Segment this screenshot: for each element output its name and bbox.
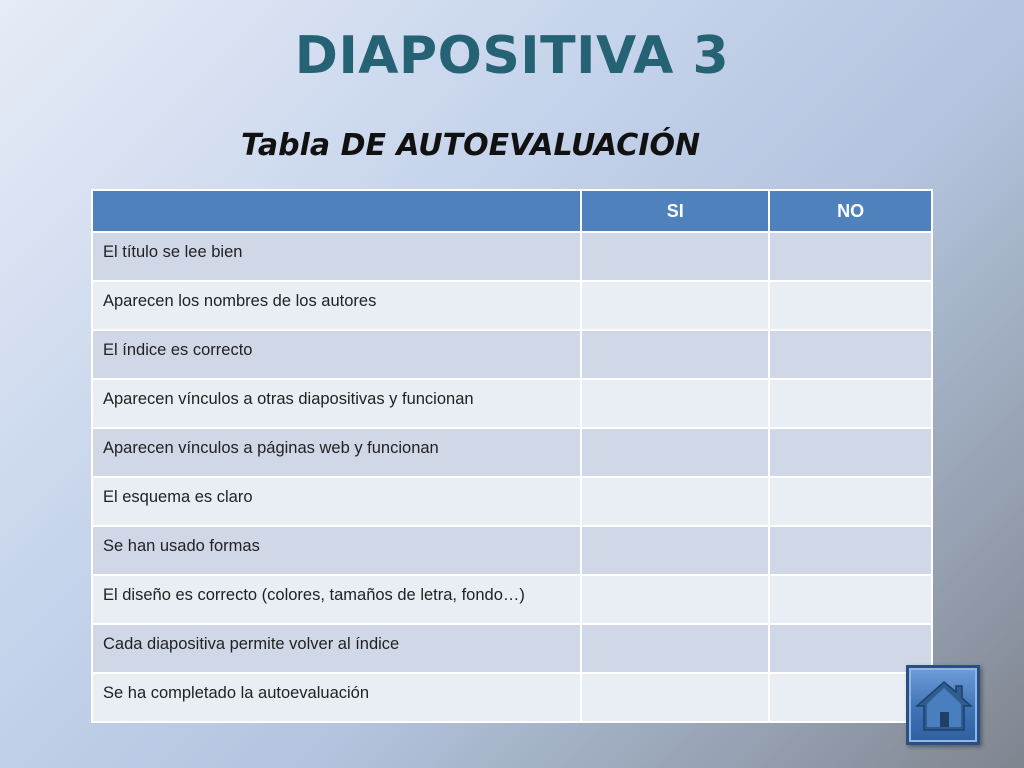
cell-no[interactable]	[769, 379, 932, 428]
table-row	[92, 232, 932, 281]
table-row	[92, 281, 932, 330]
criteria-label: Se han usado formas	[92, 526, 581, 575]
criteria-label: Aparecen vínculos a páginas web y funcionan	[92, 428, 581, 477]
cell-si[interactable]	[581, 575, 769, 624]
table-header-row	[92, 190, 932, 232]
table-row	[92, 379, 932, 428]
cell-no[interactable]	[769, 281, 932, 330]
header-si: SI	[581, 190, 769, 232]
header-no: NO	[769, 190, 932, 232]
cell-si[interactable]	[581, 673, 769, 722]
cell-no[interactable]	[769, 526, 932, 575]
cell-no[interactable]	[769, 232, 932, 281]
home-button[interactable]	[906, 665, 980, 745]
cell-si[interactable]	[581, 624, 769, 673]
cell-no[interactable]	[769, 428, 932, 477]
cell-si[interactable]	[581, 526, 769, 575]
table-row	[92, 673, 932, 722]
self-evaluation-table	[91, 189, 933, 723]
slide-title: DIAPOSITIVA 3	[294, 26, 730, 86]
criteria-label: Aparecen los nombres de los autores	[92, 281, 581, 330]
home-icon	[915, 678, 973, 734]
cell-si[interactable]	[581, 379, 769, 428]
cell-no[interactable]	[769, 330, 932, 379]
table-row	[92, 624, 932, 673]
table-row	[92, 428, 932, 477]
criteria-label: Aparecen vínculos a otras diapositivas y funcionan	[92, 379, 581, 428]
cell-si[interactable]	[581, 477, 769, 526]
criteria-label: El diseño es correcto (colores, tamaños de letra, fondo…)	[92, 575, 581, 624]
criteria-label: El título se lee bien	[92, 232, 581, 281]
table-row	[92, 526, 932, 575]
criteria-label: Se ha completado la autoevaluación	[92, 673, 581, 722]
table-row	[92, 477, 932, 526]
criteria-label: Cada diapositiva permite volver al índice	[92, 624, 581, 673]
table-row	[92, 330, 932, 379]
cell-si[interactable]	[581, 428, 769, 477]
criteria-label: El índice es correcto	[92, 330, 581, 379]
cell-no[interactable]	[769, 575, 932, 624]
criteria-label: El esquema es claro	[92, 477, 581, 526]
cell-no[interactable]	[769, 477, 932, 526]
cell-si[interactable]	[581, 232, 769, 281]
header-criteria	[92, 190, 581, 232]
cell-si[interactable]	[581, 330, 769, 379]
table-row	[92, 575, 932, 624]
cell-si[interactable]	[581, 281, 769, 330]
slide-subtitle: Tabla DE AUTOEVALUACIÓN	[241, 128, 701, 163]
